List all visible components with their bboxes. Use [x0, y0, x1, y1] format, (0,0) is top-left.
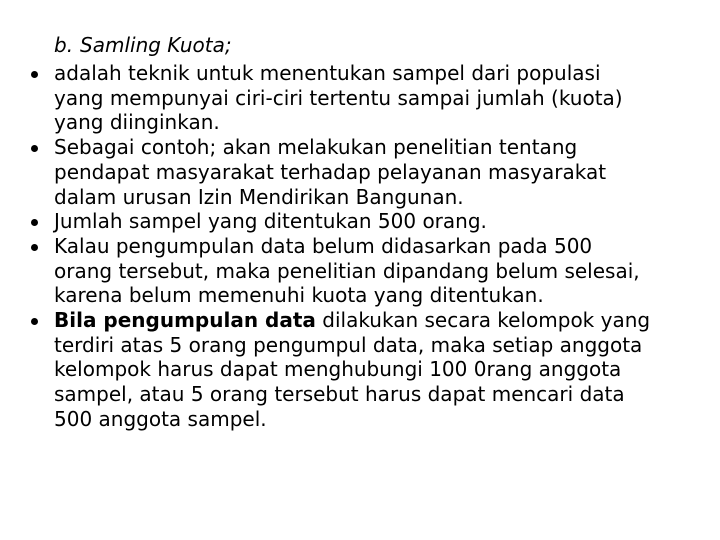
bullet-line: yang mempunyai ciri-ciri tertentu sampai jumlah (kuota) [54, 85, 623, 110]
bullet-item-completion [54, 234, 704, 308]
bullet-bold-lead: Bila pengumpulan data [54, 308, 316, 333]
bullet-line: pendapat masyarakat terhadap pelayanan masyarakat [54, 159, 607, 184]
bullet-line: kelompok harus dapat menghubungi 100 0rang anggota [54, 357, 622, 382]
bullet-item-example [54, 135, 704, 209]
bullet-line: sampel, atau 5 orang tersebut harus dapat mencari data [54, 382, 625, 407]
bullet-item-sample-size [54, 209, 704, 234]
bullet-line: Sebagai contoh; akan melakukan penelitian tentang [54, 135, 578, 160]
bullet-item-group-collection [54, 308, 704, 432]
bullet-line-rest: dilakukan secara kelompok yang [315, 308, 651, 333]
slide-heading [54, 32, 232, 59]
bullet-line: dalam urusan Izin Mendirikan Bangunan. [54, 184, 464, 209]
bullet-line: 500 anggota sampel. [54, 406, 267, 431]
bullet-line: Kalau pengumpulan data belum didasarkan pada 500 [54, 233, 593, 258]
heading-letter: b. [54, 33, 74, 57]
bullet-line: Jumlah sampel yang ditentukan 500 orang. [54, 209, 487, 234]
bullet-line: adalah teknik untuk menentukan sampel dari populasi [54, 61, 601, 85]
bullet-item-definition [54, 61, 704, 135]
bullet-list [54, 61, 704, 432]
bullet-line: karena belum memenuhi kuota yang ditentukan. [54, 283, 544, 308]
bullet-line: yang diinginkan. [54, 110, 220, 135]
heading-title: Samling Kuota; [80, 33, 232, 57]
bullet-line-first [54, 308, 704, 333]
bullet-line: terdiri atas 5 orang pengumpul data, maka setiap anggota [54, 332, 643, 357]
bullet-line: orang tersebut, maka penelitian dipandang belum selesai, [54, 258, 640, 283]
